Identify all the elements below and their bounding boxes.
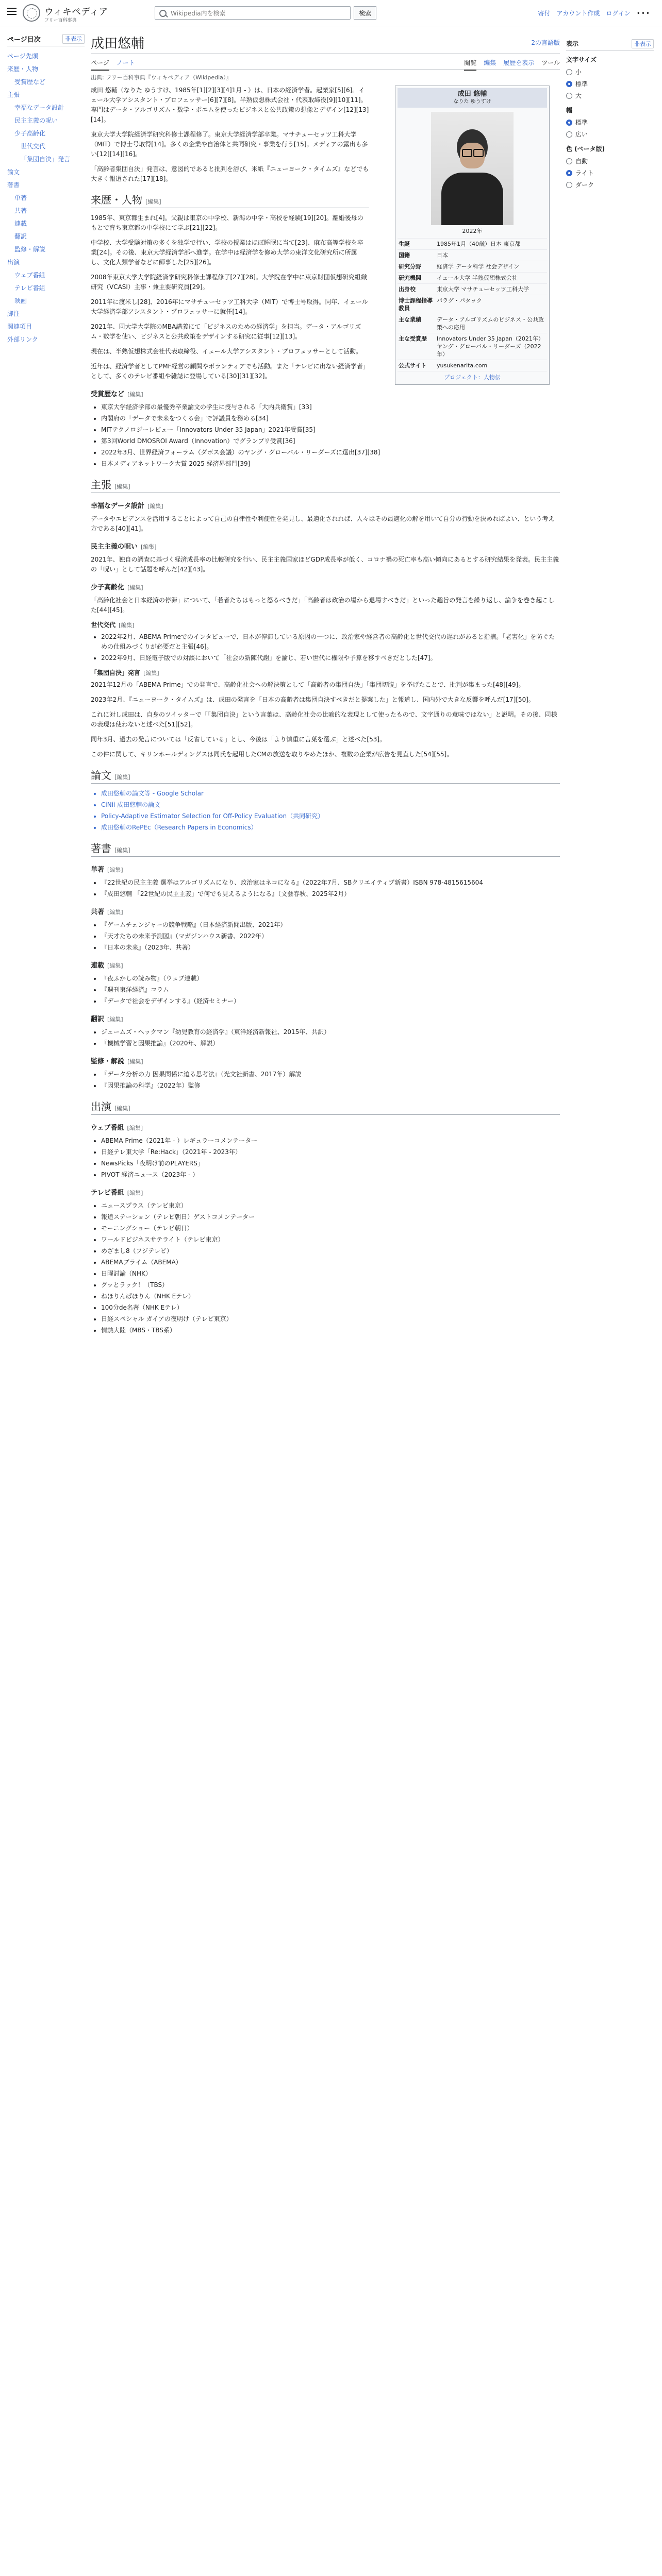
tab-read[interactable]: 閲覧 [464,58,476,71]
toc-hide-button[interactable]: 非表示 [62,34,85,44]
infobox-value: パラグ・パタック [437,297,482,304]
democracy-paragraph: 2021年、独自の調査に基づく経済成長率の比較研究を行い、民主主義国家ほどGDP成長率が低く、コロナ禍の死亡率も高い傾向にあるとする研究結果を発表。民主主義の「呪い」として話題を呼んだ[42][43]。 [91,556,559,573]
section-books-heading: 著書 [編集] [91,844,560,857]
bio-short: 現在は、半熟仮想株式会社代表取締役、イェール大学アシスタント・プロフェッサーとして活動。 [91,348,362,355]
text-size-options [566,66,654,101]
book-item: • 『ゲームチェンジャーの競争戦略』（日本経済新聞出版、2021年） [101,920,560,930]
radio-icon[interactable] [566,81,572,87]
bio-paragraph: 2021年、同大学大学院のMBA講義にて「ビジネスのための経済学」を担当。データ・アルゴリズム・数学を使い、ビジネスと公共政策をデザインする研究に従事[12][13]。 [91,323,361,340]
toc-item[interactable]: 民主主義の呪い [14,117,58,124]
paper-item[interactable]: • 成田悠輔の論文等 - Google Scholar [101,789,560,799]
site-tagline: フリー百科事典 [44,18,77,23]
aging-paragraph: 「高齢化社会と日本経済の停滞」について、「若者たちはもっと怒るべきだ」「高齢者は政治の場から退場すべきだ」といった趣旨の発言を繰り返し、論争を巻き起こした[44][45]。 [91,597,555,614]
portrait-photo[interactable] [431,112,514,225]
text-size-option[interactable] [566,90,654,101]
suicide-paragraph: この件に関して、キリンホールディングスは同氏を起用したCMの放送を取りやめたほか、複数の企業が広告を見直した[54][55]。 [91,751,453,758]
infobox-key: 主な業績 [399,316,421,323]
papers-list [101,789,560,833]
photo-body [441,173,503,225]
tv-show-item: • 日経スペシャル ガイアの夜明け（テレビ東京） [101,1314,560,1324]
edit-link[interactable]: [編集] [127,1058,143,1065]
radio-icon[interactable] [566,120,572,126]
section-serial-heading: 連載 [編集] [91,962,123,970]
bio-paragraph: 中学校、大学受験対策の多くを独学で行い、学校の授業はほぼ睡眠に当て[23]、麻布高等学校を卒業[24]。その後、東京大学経済学部へ進学。在学中は経済学を修め大学の東洋文化研究所に所属し、文化人類学者などに師事した[25][26]。 [91,239,363,266]
book-item: • 『22世紀の民主主義 選挙はアルゴリズムになり、政治家はネコになる』（2022年7月、SBクリエイティブ新書）ISBN 978-4815615604 [101,878,560,888]
section-coauthored-heading: 共著 [編集] [91,908,123,916]
award-item: • 第3回World DMOSROI Award（Innovation）でグランプリ受賞[36] [101,436,560,446]
edit-link[interactable]: [編集] [127,584,143,591]
suicide-paragraph: これに対し成田は、自身のツイッターで「「集団自決」という言葉は、高齢化社会の比喩的な表現として使ったもので、文字通りの意味ではない」と説明。その後、同様の表現は使わないと述べた[51][52]。 [91,711,557,728]
infobox-footer[interactable]: プロジェクト：人物伝 [398,371,547,382]
generation-list [101,632,560,663]
edit-link[interactable]: [編集] [114,847,130,854]
tv-show-item: • 情熱大陸（MBS・TBS系） [101,1326,560,1335]
infobox-key: 研究分野 [399,263,421,270]
supervision-list [101,1070,560,1091]
infobox-value: 東京大学 マサチューセッツ工科大学 [437,286,529,293]
infobox-value: 日本 [437,252,448,259]
article-title: 成田悠輔 [91,36,145,52]
infobox-value: Innovators Under 35 Japan（2021年）ヤング・グローバル・リーダーズ（2022年） [437,335,544,358]
happy-paragraph: データやエビデンスを活用することによって自己の自律性や利便性を発見し、最適化されれば、人々はその最適化の解を用いて自分の行動を決めればよい、という考え方である[40][41]。 [91,515,555,532]
toc-item[interactable]: 監修・解説 [14,246,46,253]
infobox-value: データ・アルゴリズムのビジネス・公共政策への応用 [437,316,544,331]
edit-link[interactable]: [編集] [114,1105,130,1112]
toc-item[interactable]: 脚注 [7,310,20,317]
serial-item: • 『夜ふかしの読み物』（ウェブ連載） [101,974,560,984]
infobox-key: 生誕 [399,241,410,247]
radio-label: ダーク [575,181,594,189]
lead-paragraph-1: 成田 悠輔（なりた ゆうすけ、1985年[1][2][3][4]1月 - ）は、日本の経済学者。起業家[5][6]。イェール大学アシスタント・プロフェッサー[6][7][8]。半熟仮想株式会社・代表取締役[9][10][11]。専門はデータ・アルゴリズム・数学・ポエムを使ったビジネスと公共政策の想像とデザイン[12][13][14]。 [91,87,369,123]
award-item: • 内閣府の「データで未来をつくる会」で評議員を務める[34] [101,414,560,423]
text-size-label: 文字サイズ [566,56,597,63]
bio-paragraph: 2008年東京大学大学院経済学研究科修士課程修了[27][28]。大学院在学中に東京財団仮想研究組織研究（VCASI）主事・兼主要研究員[29]。 [91,274,367,291]
web-show-item: • ABEMA Prime（2021年 - ）レギュラーコメンテーター [101,1136,560,1146]
radio-label: 自動 [575,158,588,165]
section-democracy-heading: 民主主義の呪い [編集] [91,543,157,551]
radio-icon[interactable] [566,158,572,164]
web-show-item: • 日経テレ東大学「Re:Hack」（2021年 - 2023年） [101,1147,560,1157]
toc-item[interactable]: 著書 [7,181,20,189]
lead-paragraph-2: 東京大学大学院経済学研究科修士課程修了。東京大学経済学部卒業。マサチューセッツ工科大学（MIT）で博士号取得[14]。多くの企業や自治体と共同研究・事業を行う[15]。メディアの露出も多い[12][14][16]。 [91,131,368,158]
edit-link[interactable]: [編集] [119,622,135,629]
toc-item[interactable]: 関連項目 [7,323,32,330]
radio-label: ライト [575,170,594,177]
edit-link[interactable]: [編集] [107,867,123,873]
infobox-value: 経済学 データ科学 社会デザイン [437,263,520,270]
tv-show-item: • めざまし8（フジテレビ） [101,1246,560,1256]
section-tv-heading: テレビ番組 [編集] [91,1189,143,1197]
toc-list [7,49,85,346]
radio-icon[interactable] [566,182,572,188]
infobox-key: 公式サイト [399,362,427,369]
infobox [395,86,550,385]
edit-link[interactable]: [編集] [107,909,123,916]
translation-item: • 『機械学習と因果推論』（2020年、解説） [101,1039,560,1048]
infobox-row [398,360,547,371]
appearance-header [566,37,654,51]
section-aging-heading: 少子高齢化 [編集] [91,584,143,591]
toc-item[interactable]: 世代交代 [21,143,46,150]
translation-list [101,1027,560,1048]
section-suicide-heading: 「集団自決」発言 [編集] [91,669,159,676]
toc-item[interactable]: テレビ番組 [14,284,45,292]
infobox-name: 成田 悠輔 [398,88,547,98]
section-solo-heading: 単著 [編集] [91,866,123,874]
infobox-rows [398,238,547,371]
photo-caption: 2022年 [462,228,483,234]
tv-show-item: • ABEMAプライム（ABEMA） [101,1258,560,1267]
radio-label: 小 [575,69,582,76]
toc-item[interactable]: 出演 [7,259,20,266]
edit-link[interactable]: [編集] [107,962,123,969]
coauthored-books-list [101,920,560,953]
appearance-hide-button[interactable]: 非表示 [632,39,654,48]
radio-icon[interactable] [566,93,572,99]
serial-list [101,974,560,1006]
toc-item[interactable]: 共著 [14,207,27,214]
edit-link[interactable]: [編集] [114,483,130,490]
photo-glasses-right [473,149,484,157]
donate-link[interactable]: 寄付 [538,10,551,17]
suicide-paragraph: 2021年12月の「ABEMA Prime」での発言で、高齢化社会への解決策として「高齢者の集団自決」「集団切腹」を挙げたことで、批判が集まった[48][49]。 [91,681,525,688]
section-bio-heading: 来歴・人物 [編集] [91,195,369,208]
radio-icon[interactable] [566,69,572,75]
book-item: • 『成田悠輔 「22世紀の民主主義」で何でも見えるようになる』（文藝春秋、2025年2月） [101,889,560,899]
suicide-paragraph: 同年3月、過去の発言については「反省している」とし、今後は「より慎重に言葉を選ぶ」と述べた[53]。 [91,736,386,743]
infobox-row [398,238,547,249]
body-sections [91,389,560,1335]
web-show-item: • PIVOT 経済ニュース（2023年 - ） [101,1170,560,1180]
toc-item[interactable]: 論文 [7,168,20,176]
more-options-icon[interactable]: ••• [636,9,651,17]
section-supervision-heading: 監修・解説 [編集] [91,1058,143,1065]
edit-link[interactable]: [編集] [147,503,163,510]
language-selector[interactable]: 2の言語版 [531,39,560,46]
toc-item[interactable]: 来歴・人物 [7,65,39,73]
search-icon [159,10,167,17]
tv-show-item: • ニュースプラス（テレビ東京） [101,1201,560,1211]
infobox-value: 1985年1月（40歳）日本 東京都 [437,241,521,247]
infobox-value: yusukenarita.com [437,362,488,369]
section-awards-heading: 受賞歴など [編集] [91,391,143,398]
toc-item[interactable]: 幸福なデータ設計 [14,104,64,111]
award-item: • MITテクノロジーレビュー「Innovators Under 35 Japan」2021年受賞[35] [101,425,560,435]
toc-item[interactable]: ウェブ番組 [14,272,45,279]
main-menu-icon[interactable] [7,8,16,15]
login-link[interactable]: ログイン [606,10,631,17]
search-input[interactable] [170,8,326,19]
radio-label: 大 [575,92,582,99]
section-translation-heading: 翻訳 [編集] [91,1015,123,1023]
serial-item: • 『データで社会をデザインする』（経済セミナー） [101,996,560,1006]
tv-show-item: • 日曜討論（NHK） [101,1269,560,1279]
toc-item[interactable]: 外部リンク [7,336,38,343]
awards-list [101,402,560,469]
award-item: • 東京大学経済学部の最優秀卒業論文の学生に授与される「大内兵衛賞」[33] [101,402,560,412]
infobox-row [398,283,547,295]
tv-show-item: • 報道ステーション（テレビ朝日）ゲストコメンテーター [101,1212,560,1222]
search-button[interactable]: 検索 [354,6,376,20]
infobox-row [398,295,547,314]
toc-title: ページ目次 [7,36,41,44]
bio-paragraph: 2011年に渡米し[28]、2016年にマサチューセッツ工科大学（MIT）で博士号取得。同年、イェール大学経済学部アシスタント・プロフェッサーに就任[14]。 [91,298,368,315]
user-links [538,9,651,18]
book-item: • 『日本の未来』（2023年、共著） [101,943,560,953]
section-papers-heading: 論文 [編集] [91,771,560,784]
infobox-row [398,314,547,333]
book-item: • 『天才たちの未来予測図』（マガジンハウス新書、2022年） [101,931,560,941]
source-note: 出典: フリー百科事典『ウィキペディア（Wikipedia）』 [91,74,232,81]
tv-show-item: • グッとラック！（TBS） [101,1280,560,1290]
width-label: 幅 [566,107,573,114]
lead-paragraph-3: 「高齢者集団自決」発言は、意図的であると批判を浴び、米紙『ニューヨーク・タイムズ』などでも大きく報道された[17][18]。 [91,165,369,182]
toc-item[interactable]: 映画 [14,297,27,304]
infobox-key: 国籍 [399,252,410,259]
edit-link[interactable]: [編集] [143,670,159,676]
bio-paragraphs [91,213,369,342]
infobox-row [398,249,547,261]
tab-page[interactable]: ページ [91,58,109,71]
edit-link[interactable]: [編集] [107,1016,123,1023]
section-happy-heading: 幸福なデータ設計 [編集] [91,502,163,510]
award-item: • 日本メディアネットワーク大賞 2025 経済界部門[39] [101,459,560,469]
main-content [91,26,560,1341]
table-of-contents [7,32,85,346]
width-option[interactable] [566,128,654,140]
page-title [91,26,560,54]
translation-item: • ジェームズ・ヘックマン『幼児教育の経済学』（東洋経済新報社、2015年、共訳） [101,1027,560,1037]
toc-item[interactable]: 翻訳 [14,233,27,240]
toc-header [7,32,85,46]
tab-tools[interactable]: ツール [541,59,560,66]
color-option[interactable] [566,167,654,179]
section-web-heading: ウェブ番組 [編集] [91,1124,143,1132]
edit-link[interactable]: [編集] [114,774,130,781]
article-body [91,86,560,1335]
edit-link[interactable]: [編集] [141,544,157,550]
tv-shows-list [101,1201,560,1335]
generation-item: • 2022年2月、ABEMA Primeでのインタビューで、日本が停滞している原因の一つに、政治家や経営者の高齢化と世代交代の遅れがあると指摘。「老害化」を防ぐための仕組みづくりが必要だと主張[46]。 [101,632,560,652]
edit-link[interactable]: [編集] [127,1125,143,1131]
infobox-key: 博士課程指導教員 [399,297,433,312]
section-appearances-heading: 出演 [編集] [91,1102,560,1115]
color-label: 色 (ベータ版) [566,145,605,152]
radio-label: 広い [575,131,588,138]
radio-icon[interactable] [566,131,572,138]
infobox-ruby: なりた ゆうすけ [398,98,547,108]
supervision-item: • 『因果推論の科学』（2022年）監修 [101,1081,560,1091]
toc-item[interactable]: 少子高齢化 [14,130,46,137]
radio-icon[interactable] [566,170,572,176]
edit-link[interactable]: [編集] [127,391,143,398]
site-header [0,0,662,26]
suicide-paragraphs [91,680,560,759]
supervision-item: • 『データ分析の力 因果関係に迫る思考法』（光文社新書、2017年）解説 [101,1070,560,1079]
section-generation-heading: 世代交代 [編集] [91,621,135,629]
color-options [566,155,654,191]
page-tabs [91,54,560,70]
appearance-title: 表示 [566,40,579,47]
radio-label: 標準 [575,80,588,88]
toc-item[interactable]: 受賞歴など [14,78,46,86]
infobox-value: イェール大学 半熟仮想株式会社 [437,275,518,281]
toc-item[interactable]: ページ先頭 [7,53,38,60]
tv-show-item: • 100分de名著（NHK Eテレ） [101,1303,560,1313]
appearance-panel [566,32,654,191]
toc-item[interactable]: 連載 [14,220,27,227]
infobox-row [398,272,547,283]
generation-item: • 2022年9月、日経電子版での対談において「社会の新陳代謝」を論じ、若い世代に権限や予算を移すべきだとした[47]。 [101,653,560,663]
infobox-key: 出身校 [399,286,416,293]
radio-label: 標準 [575,119,588,126]
bio-paragraph: 1985年、東京都生まれ[4]。父親は東京の中学校、新潟の中学・高校を経験[19][20]。離婚後母のもとで育ち東京都の中学校にて学ぶ[21][22]。 [91,214,363,231]
infobox-row [398,333,547,360]
suicide-paragraph: 2023年2月、『ニューヨーク・タイムズ』は、成田の発言を「日本の高齢者は集団自決すべきだと提案した」と報道し、国内外で大きな反響を呼んだ[17][50]。 [91,696,535,703]
tv-show-item: • ワールドビジネスサテライト（テレビ東京） [101,1235,560,1245]
wikipedia-wordmark[interactable]: ウィキペディア [44,7,108,18]
toc-item[interactable]: 主張 [7,91,20,98]
width-option[interactable] [566,116,654,128]
width-options [566,116,654,140]
tab-edit[interactable]: 編集 [484,59,496,66]
paper-item[interactable]: • 成田悠輔のRePEc（Research Papers in Economics） [101,823,560,833]
tab-history[interactable]: 履歴を表示 [503,59,535,66]
text-size-option[interactable] [566,78,654,90]
create-account-link[interactable]: アカウント作成 [556,10,600,17]
search-box [155,6,351,20]
web-shows-list [101,1136,560,1180]
color-option[interactable] [566,179,654,191]
edit-link[interactable]: [編集] [145,198,161,205]
toc-item[interactable]: 「集団自決」発言 [21,156,71,163]
lead-section [91,86,369,381]
text-size-option[interactable] [566,66,654,78]
tv-show-item: • ねほりんぱほりん（NHK Eテレ） [101,1292,560,1301]
edit-link[interactable]: [編集] [127,1190,143,1196]
bio-more: 近年は、経済学者としてPMF経営の顧問やボランティアでも活動。また「テレビに出ない経済学者」として、多くのテレビ番組や雑誌に登場している[30][31][32]。 [91,363,369,380]
infobox-key: 主な受賞歴 [399,335,427,342]
toc-item[interactable]: 単著 [14,194,27,201]
wikipedia-logo[interactable] [23,4,40,22]
tab-talk[interactable]: ノート [116,59,135,66]
infobox-row [398,261,547,272]
infobox-key: 研究機関 [399,275,421,281]
color-option[interactable] [566,155,654,167]
serial-item: • 『週刊東洋経済』コラム [101,985,560,995]
section-claims-heading: 主張 [編集] [91,480,560,493]
solo-books-list [101,878,560,899]
tv-show-item: • モーニングショー（テレビ朝日） [101,1224,560,1233]
paper-item[interactable]: • Policy-Adaptive Estimator Selection for Off-Policy Evaluation（共同研究） [101,811,560,821]
award-item: • 2022年3月、世界経済フォーラム（ダボス会議）のヤング・グローバル・リーダーズに選出[37][38] [101,448,560,457]
paper-item[interactable]: • CiNii 成田悠輔の論文 [101,800,560,810]
web-show-item: • NewsPicks「夜明け前のPLAYERS」 [101,1159,560,1168]
photo-glasses-left [462,149,472,157]
